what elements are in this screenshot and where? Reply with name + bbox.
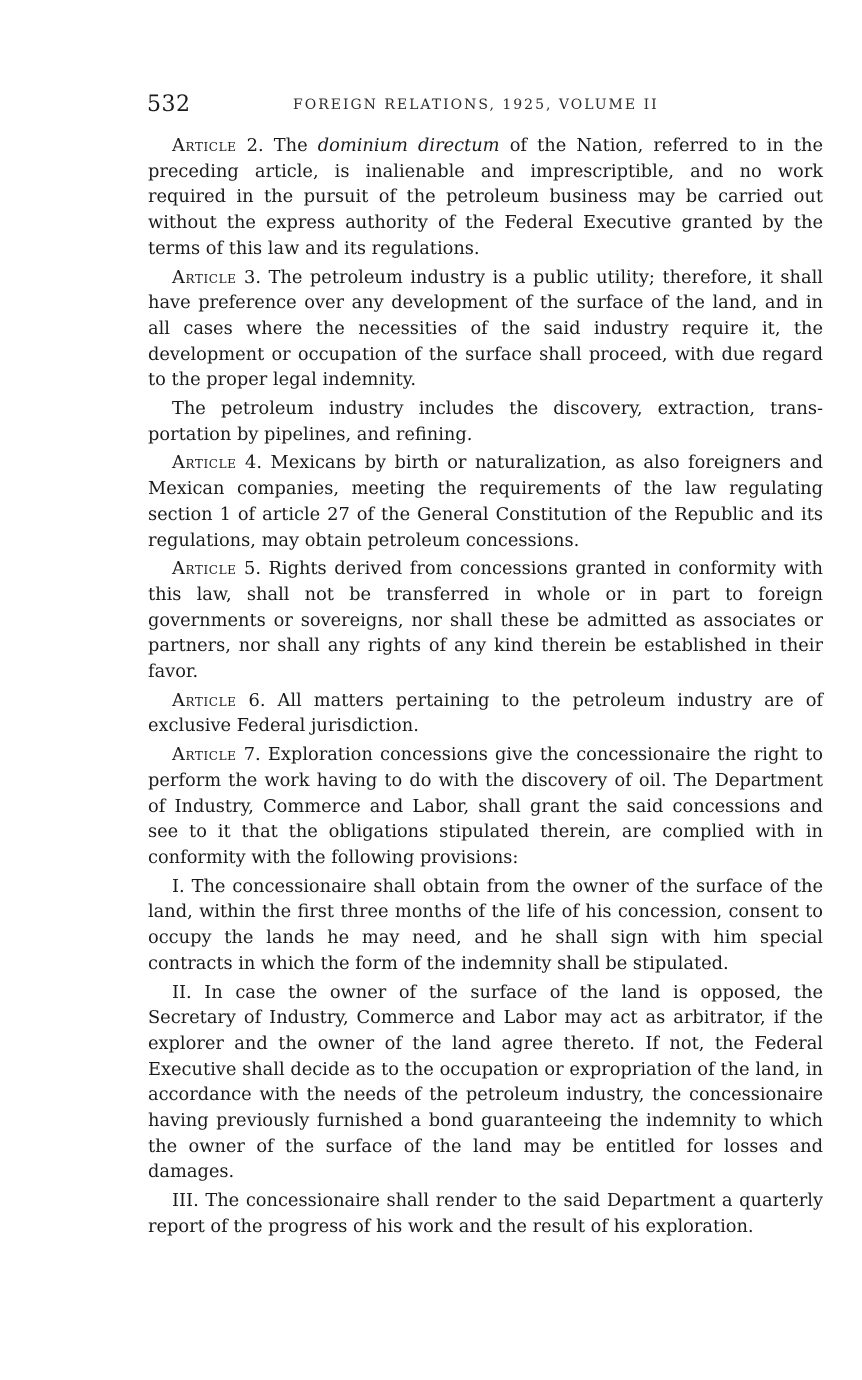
article-label: Article [172, 266, 237, 288]
paragraph-text: of the Nation, referred to in the preceding article, is inalienable and imprescriptible, and no work required in the pursuit of the petroleum business may be carried out without the express authority of the Federal Executive granted by the terms of this law and its regulations. [148, 135, 823, 259]
paragraph-text: II. In case the owner of the surface of the land is opposed, the Secretary of Industry, Commerce and Labor may act as arbitrator, if the explorer and the owner of the land agree thereto. If not, the Federal Executive shall decide as to the occupation or expropriation of the land, in accordance with the needs of the petroleum industry, the concessionaire having previously furnished a bond guaranteeing the indemnity to which the owner of the surface of the land may be entitled for losses and damages. [148, 981, 823, 1183]
paragraph-text: 4. Mexicans by birth or naturalization, as also foreigners and Mexican companies, meeting the requirements of the law regulating section 1 of article 27 of the General Constitution of the Republic and its regulations, may obtain petroleum concessions. [148, 452, 823, 551]
running-head: FOREIGN RELATIONS, 1925, VOLUME II [293, 97, 659, 113]
paragraph-text: 6. All matters pertaining to the petroleum industry are of exclusive Federal jurisdiction. [148, 689, 823, 737]
article-4-paragraph [148, 450, 823, 553]
article-label: Article [172, 689, 237, 711]
article-5-paragraph [148, 556, 823, 685]
provision-iii-paragraph [148, 1188, 823, 1239]
article-2-paragraph [148, 133, 823, 262]
article-label: Article [172, 452, 237, 474]
petroleum-industry-paragraph [148, 396, 823, 447]
provision-ii-paragraph [148, 980, 823, 1186]
page-header [147, 92, 825, 122]
latin-term: dominium directum [317, 135, 500, 156]
provision-i-paragraph [148, 874, 823, 977]
paragraph-text: 5. Rights derived from concessions granted in conformity with this law, shall not be transferred in whole or in part to foreign governments or sovereigns, nor shall these be admitted as associates or partners, nor shall any rights of any kind therein be established in their favor. [148, 558, 823, 683]
paragraph-text: I. The concessionaire shall obtain from the owner of the surface of the land, within the first three months of the life of his concession, consent to occupy the lands he may need, and he shall sign with him special contracts in which the form of the indemnity shall be stipulated. [148, 875, 823, 974]
article-label: Article [172, 744, 237, 766]
page-number: 532 [147, 92, 191, 117]
article-7-paragraph [148, 742, 823, 871]
article-label: Article [172, 558, 237, 580]
paragraph-text: 7. Exploration concessions give the concessionaire the right to perform the work having to do with the discovery of oil. The Department of Industry, Commerce and Labor, shall grant the said concessions and see to it that the obligations stipulated therein, are complied with in conformity with the following provisions: [148, 744, 823, 868]
paragraph-text: 3. The petroleum industry is a public utility; therefore, it shall have preference over any development of the surface of the land, and in all cases where the necessities of the said industry require it, the development or occupation of the surface shall proceed, with due regard to the proper legal indemnity. [148, 266, 823, 391]
paragraph-text: The petroleum industry includes the discovery, extraction, transportation by pipelines, and refining. [148, 398, 823, 445]
paragraph-text: III. The concessionaire shall render to the said Department a quarterly report of the progress of his work and the result of his exploration. [148, 1190, 823, 1237]
document-body [148, 133, 823, 1240]
article-3-paragraph [148, 265, 823, 394]
article-number: 2. The [236, 135, 318, 156]
article-6-paragraph [148, 688, 823, 739]
article-label: Article [172, 135, 237, 156]
